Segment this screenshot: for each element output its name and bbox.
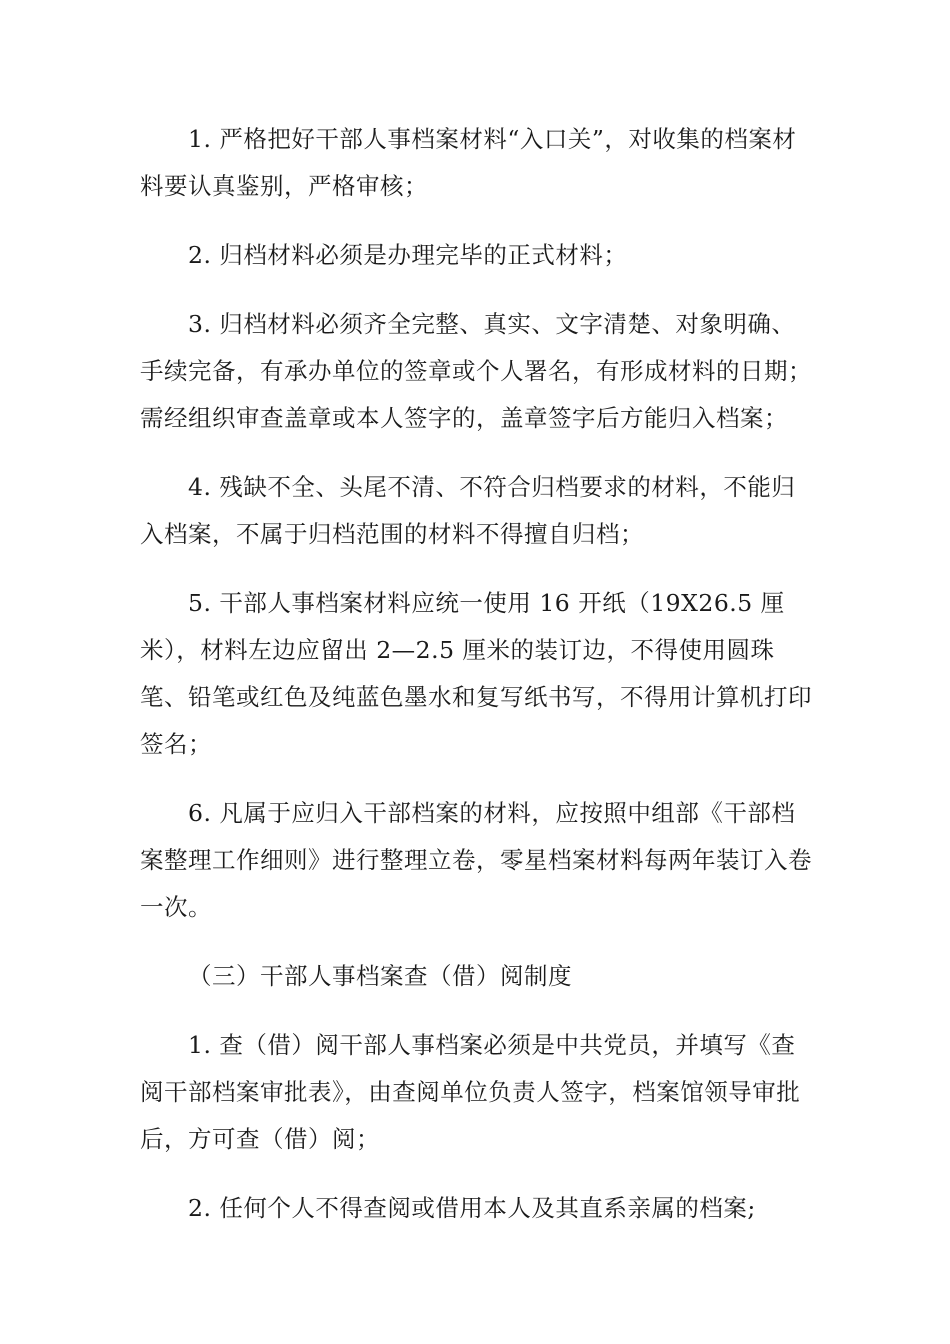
paragraph-4: 4. 残缺不全、头尾不清、不符合归档要求的材料，不能归入档案，不属于归档范围的材料不得擅自归档； [140,473,796,548]
paragraph-5: 5. 干部人事档案材料应统一使用 16 开纸（19X26.5 厘米），材料左边应留出 2—2.5 厘米的装订边，不得使用圆珠笔、铅笔或红色及纯蓝色墨水和复写纸书写，不得用计算机打印签名； [140,589,812,758]
paragraph-2: 2. 归档材料必须是办理完毕的正式材料； [188,241,628,269]
paragraph-7: 1. 查（借）阅干部人事档案必须是中共党员，并填写《查阅干部档案审批表》，由查阅单位负责人签字，档案馆领导审批后，方可查（借）阅； [140,1031,801,1153]
paragraph-6: 6. 凡属于应归入干部档案的材料，应按照中组部《干部档案整理工作细则》进行整理立卷，零星档案材料每两年装订入卷一次。 [140,799,812,921]
paragraph-3: 3. 归档材料必须齐全完整、真实、文字清楚、对象明确、手续完备，有承办单位的签章或个人署名，有形成材料的日期；需经组织审查盖章或本人签字的，盖章签字后方能归入档案； [140,310,812,432]
document-body [140,116,812,1232]
paragraph-8: 2. 任何个人不得查阅或借用本人及其直系亲属的档案; [188,1194,756,1222]
paragraph-1: 1. 严格把好干部人事档案材料“入口关”，对收集的档案材料要认真鉴别，严格审核； [140,125,797,200]
section-heading: （三）干部人事档案查（借）阅制度 [188,962,572,990]
